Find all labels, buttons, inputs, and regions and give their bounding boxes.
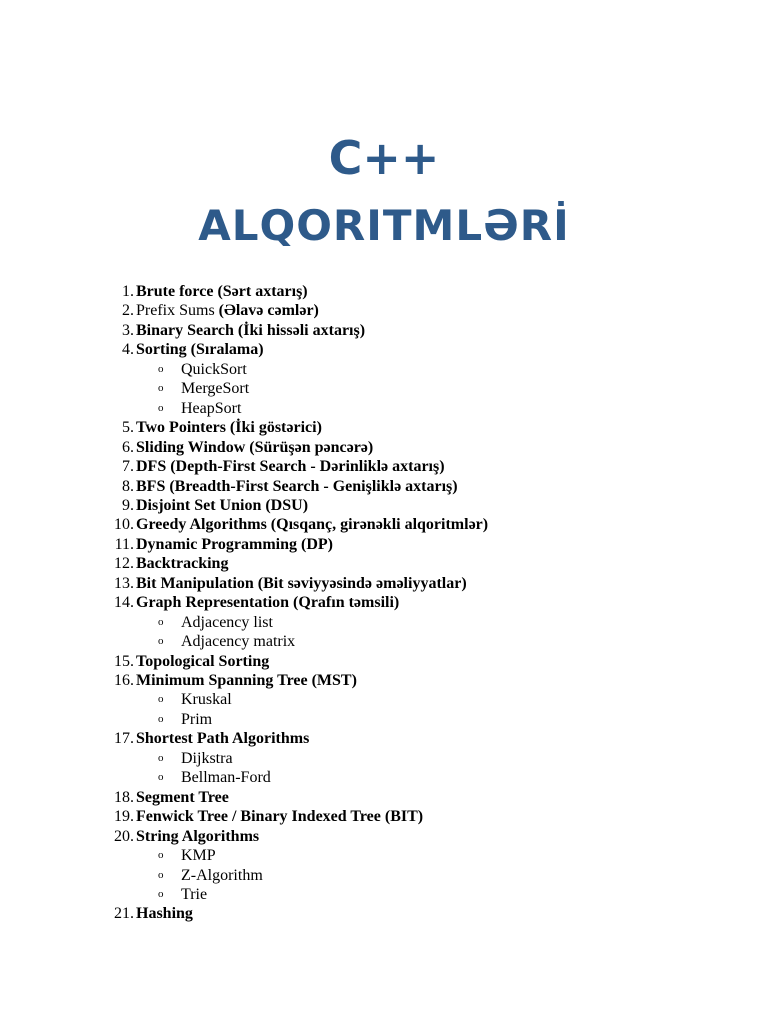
list-item (0, 477, 768, 497)
list-item-number: 13. (114, 574, 134, 592)
sub-list-item (0, 379, 768, 399)
sub-list-item-text: Z-Algorithm (181, 866, 263, 884)
list-item (0, 282, 768, 302)
list-item-number: 5. (122, 419, 134, 437)
sub-list-item (0, 846, 768, 866)
sub-list-item (0, 399, 768, 419)
list-item-text (136, 827, 259, 847)
list-item (0, 418, 768, 438)
list-item-text (136, 788, 229, 808)
list-item (0, 554, 768, 574)
document-title-line-2: ALQORITMLƏRİ (198, 201, 570, 250)
list-item-number: 10. (114, 516, 134, 534)
bullet-icon: o (158, 401, 164, 414)
list-item-number: 17. (114, 730, 134, 748)
list-item-number: 15. (114, 652, 134, 670)
sub-list-item-text: Adjacency matrix (181, 633, 296, 651)
list-item-number: 14. (114, 594, 134, 612)
list-item-text-part: Topological Sorting (136, 652, 270, 670)
list-item (0, 652, 768, 672)
list-item-text-part: String Algorithms (136, 827, 260, 845)
list-item-text (136, 438, 373, 458)
list-item-text (136, 496, 308, 516)
list-item-text (136, 340, 264, 360)
list-item-number: 2. (122, 302, 134, 320)
list-item (0, 515, 768, 535)
sub-list-item-text: MergeSort (181, 380, 250, 398)
list-item-number: 11. (114, 535, 134, 553)
list-item-text-part: Bit Manipulation (Bit səviyyəsində əməliyyatlar) (136, 574, 467, 592)
list-item-text (136, 729, 309, 749)
sub-list-item (0, 885, 768, 905)
list-item (0, 496, 768, 516)
sub-list-item-text: Dijkstra (181, 749, 233, 767)
bullet-icon: o (158, 362, 164, 375)
list-item (0, 904, 768, 924)
list-item-number: 8. (122, 477, 134, 495)
list-item-text (136, 282, 308, 302)
bullet-icon: o (158, 771, 164, 784)
list-item-text (136, 671, 357, 691)
sub-list-item-text: Trie (181, 885, 208, 903)
sub-list-item-text: Bellman-Ford (181, 769, 271, 787)
list-item (0, 535, 768, 555)
bullet-icon: o (158, 712, 164, 725)
list-item (0, 729, 768, 749)
list-item-number: 20. (114, 827, 134, 845)
list-item-text (136, 477, 458, 497)
list-item-text (136, 652, 269, 672)
sub-list-item (0, 768, 768, 788)
sub-list-item (0, 613, 768, 633)
list-item (0, 593, 768, 613)
sub-list-item-text: KMP (181, 847, 216, 865)
list-item-text-part: Binary Search (İki hissəli axtarış) (136, 321, 366, 339)
list-item-text-part: Disjoint Set Union (DSU) (136, 496, 309, 514)
list-item-text (136, 535, 333, 555)
list-item-number: 18. (114, 788, 134, 806)
list-item-text-part: Two Pointers (İki göstərici) (136, 419, 322, 437)
list-item (0, 301, 768, 321)
list-item-text-part: (Əlavə cəmlər) (218, 302, 319, 320)
list-item-text-part: Minimum Spanning Tree (MST) (136, 672, 357, 689)
list-item-text (136, 321, 365, 341)
sub-list-item (0, 690, 768, 710)
list-item-text (136, 301, 319, 321)
list-item-text-part: Fenwick Tree / Binary Indexed Tree (BIT) (136, 808, 424, 826)
list-item-text-part: Brute force (Sərt axtarış) (136, 283, 308, 300)
list-item (0, 807, 768, 827)
list-item (0, 438, 768, 458)
list-item-text-part: Dynamic Programming (DP) (136, 535, 333, 553)
list-item-text-part: Shortest Path Algorithms (136, 730, 310, 748)
list-item-number: 7. (122, 458, 134, 476)
list-item-text-part: Greedy Algorithms (Qısqanç, girənəkli alqoritmlər) (136, 516, 489, 534)
list-item-text-part: Segment Tree (136, 788, 229, 806)
list-item-text-part: Hashing (136, 905, 193, 923)
bullet-icon: o (158, 751, 164, 764)
bullet-icon: o (158, 615, 164, 628)
list-item-text (136, 593, 399, 613)
list-item (0, 574, 768, 594)
sub-list-item-text: Kruskal (181, 691, 232, 709)
list-item (0, 457, 768, 477)
list-item-number: 16. (114, 672, 134, 689)
list-item-text-part: Sorting (Sıralama) (136, 341, 264, 359)
sub-list-item (0, 632, 768, 652)
list-item (0, 321, 768, 341)
list-item-text-part: DFS (Depth-First Search - Dərinliklə axtarış) (136, 458, 445, 476)
list-item-number: 6. (122, 438, 134, 456)
sub-list-item-text: Prim (181, 710, 213, 728)
sub-list-item (0, 710, 768, 730)
list-item-text (136, 457, 445, 477)
sub-list-item-text: QuickSort (181, 360, 247, 378)
list-item-number: 4. (122, 341, 134, 359)
bullet-icon: o (158, 382, 164, 395)
list-item-text (136, 418, 322, 438)
sub-list-item-text: Adjacency list (181, 613, 273, 631)
list-item-number: 9. (122, 496, 134, 514)
bullet-icon: o (158, 635, 164, 648)
list-item-number: 1. (122, 283, 134, 300)
list-item-text (136, 554, 228, 574)
list-item-number: 3. (122, 321, 134, 339)
list-item-text-part: BFS (Breadth-First Search - Genişliklə axtarış) (136, 477, 458, 495)
list-item-number: 19. (114, 808, 134, 826)
list-item-number: 12. (114, 555, 134, 573)
list-item (0, 671, 768, 691)
sub-list-item (0, 749, 768, 769)
bullet-icon: o (158, 849, 164, 862)
sub-list-item (0, 360, 768, 380)
bullet-icon: o (158, 693, 164, 706)
bullet-icon: o (158, 887, 164, 900)
sub-list-item-text: HeapSort (181, 399, 242, 417)
list-item-number: 21. (114, 905, 134, 923)
list-item-text (136, 807, 423, 827)
list-item-text (136, 515, 488, 535)
document-title-line-1: C++ (328, 131, 440, 185)
list-item-text-part: Backtracking (136, 555, 229, 573)
list-item (0, 340, 768, 360)
list-item-text (136, 574, 467, 594)
sub-list-item (0, 866, 768, 886)
list-item-text-part: Sliding Window (Sürüşən pəncərə) (136, 438, 374, 456)
list-item-text-part: Graph Representation (Qrafın təmsili) (136, 594, 400, 612)
list-item-text-part: Prefix Sums (136, 302, 219, 320)
list-item (0, 788, 768, 808)
list-item-text (136, 904, 193, 924)
bullet-icon: o (158, 868, 164, 881)
list-item (0, 827, 768, 847)
